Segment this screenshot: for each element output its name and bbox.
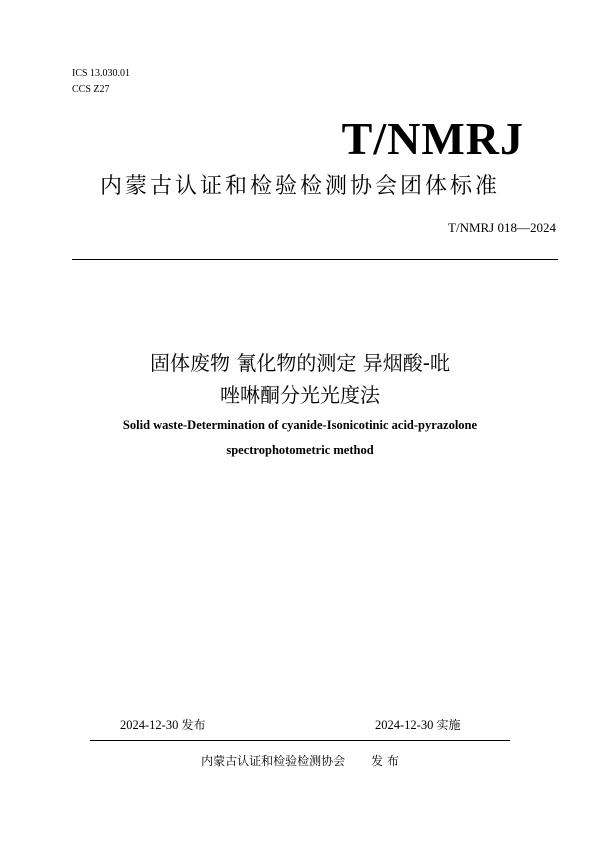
implemented-date-value: 2024-12-30 xyxy=(375,718,434,732)
standard-logo: T/NMRJ xyxy=(341,113,524,164)
title-cn-line2: 唑啉酮分光光度法 xyxy=(220,383,380,407)
title-en-line2: spectrophotometric method xyxy=(226,443,374,457)
header-divider xyxy=(72,259,558,260)
issued-label: 发布 xyxy=(181,718,206,732)
title-cn-line1: 固体废物 氰化物的测定 异烟酸-吡 xyxy=(150,351,450,375)
publisher-line xyxy=(0,753,600,769)
title-en-line1: Solid waste-Determination of cyanide-Isonicotinic acid-pyrazolone xyxy=(122,418,478,432)
issued-date xyxy=(120,717,205,733)
ics-code: ICS 13.030.01 xyxy=(72,68,131,79)
standard-number: T/NMRJ 018—2024 xyxy=(448,220,556,235)
footer-divider xyxy=(90,740,510,741)
organization-title: 内蒙古认证和检验检测协会团体标准 xyxy=(99,174,500,199)
ccs-code: CCS Z27 xyxy=(72,84,110,95)
publisher-name: 内蒙古认证和检验检测协会 xyxy=(201,754,346,768)
implemented-label: 实施 xyxy=(436,718,461,732)
implemented-date xyxy=(375,717,460,733)
classification-codes xyxy=(72,66,130,98)
publish-label: 发 布 xyxy=(371,754,399,768)
issued-date-value: 2024-12-30 xyxy=(120,718,179,732)
